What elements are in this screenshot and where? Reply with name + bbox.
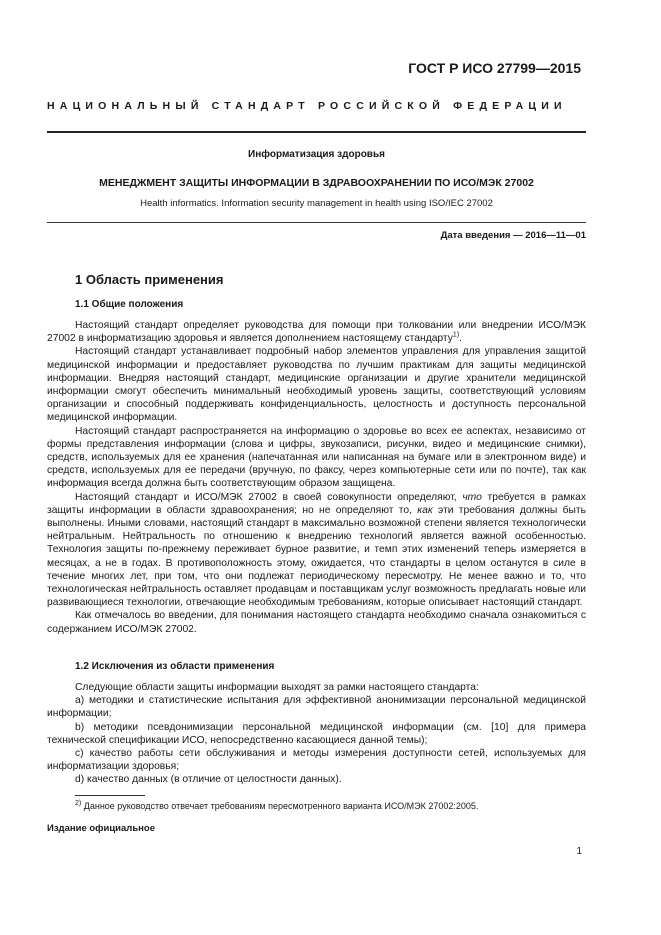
national-standard-banner: НАЦИОНАЛЬНЫЙ СТАНДАРТ РОССИЙСКОЙ ФЕДЕРАЦИИ xyxy=(47,100,567,112)
footnote: $^{2)}$ Данное руководство отвечает требованиям пересмотренного варианта ИСО/МЭК 27002:2005. xyxy=(75,800,479,811)
general-provisions-body xyxy=(47,319,586,636)
subsection-heading-exclusions: 1.2 Исключения из области применения xyxy=(75,661,275,672)
title-category: Информатизация здоровья xyxy=(248,149,385,160)
title-english: Health informatics. Information security management in health using ISO/IEC 27002 xyxy=(140,198,493,209)
document-code: ГОСТ Р ИСО 27799—2015 xyxy=(408,60,581,76)
list-item: c) качество работы сети обслуживания и методы измерения доступности сетей, используемых для информатизации здоровья; xyxy=(47,748,586,773)
paragraph: Настоящий стандарт устанавливает подробный набор элементов управления для управления защитой медицинской информации и предоставляет руководства по лучшим практикам для защиты медицинской информации. Внедряя настоящий стандарт, медицинские организации и другие хранители медицинской информации смогут обеспечить минимальный необходимый уровень защиты, соответствующий условиям организации и способный поддерживать конфиденциальность, целостность и доступность персональной медицинской информации. xyxy=(47,346,586,424)
paragraph: Настоящий стандарт и ИСО/МЭК 27002 в своей совокупности определяют, что требуется в рамках защиты информации в области здравоохранения; но не определяют то, как эти требования должны быть выполнены. Иными словами, настоящий стандарт в максимально возможной степени является технологически нейтральным. Нейтральность по отношению к внедрению технологий является важной особенностью. Технология защиты по-прежнему переживает бурное развитие, и темп этих изменений теперь измеряется в месяцах, а не в годах. В противоположность этому, ожидается, что стандарты в целом останутся в силе в течение многих лет, при том, что они подлежат периодическому пересмотру. Не менее важно и то, что технологическая нейтральность оставляет продавцам и поставщикам услуг возможность предлагать новые или развивающиеся технологии, отвечающие необходимым требованиям, которые описывает настоящий стандарт. xyxy=(47,491,586,609)
footnote-ref: 1) xyxy=(452,331,460,339)
list-item: a) методики и статистические испытания для эффективной анонимизации персональной медицинской информации; xyxy=(47,695,586,720)
page-number: 1 xyxy=(576,846,582,857)
list-item: d) качество данных (в отличие от целостности данных). xyxy=(75,774,342,786)
paragraph: Следующие области защиты информации выходят за рамки настоящего стандарта: xyxy=(75,682,479,693)
introduction-date: Дата введения — 2016—11—01 xyxy=(440,230,586,241)
paragraph: Настоящий стандарт определяет руководства для помощи при толковании или внедрении ИСО/МЭК 27002 в информатизацию здоровья и является дополнением настоящему стандарту$^{1)}$. xyxy=(47,320,586,345)
title-rule xyxy=(47,222,586,223)
section-heading: 1 Область применения xyxy=(75,272,224,287)
list-item: b) методики псевдонимизации персональной медицинской информации (см. [10] для примера технической спецификации ИСО, непосредственно касающиеся данной темы); xyxy=(47,721,586,746)
paragraph: Настоящий стандарт распространяется на информацию о здоровье во всех ее аспектах, независимо от формы представления информации (слова и цифры, звукозаписи, рисунки, видео и медицинские снимки), средств, используемых для ее хранения (напечатанная или написанная на бумаге или в электронном виде) и средств, используемых для ее передачи (вручную, по факсу, через компьютерные сети или по почте), так как информация всегда должна быть соответствующим образом защищена. xyxy=(47,425,586,490)
title-main: МЕНЕДЖМЕНТ ЗАЩИТЫ ИНФОРМАЦИИ В ЗДРАВООХРАНЕНИИ ПО ИСО/МЭК 27002 xyxy=(99,177,534,189)
exclusions-body xyxy=(47,681,586,787)
paragraph: Как отмечалось во введении, для понимания настоящего стандарта необходимо сначала ознакомиться с содержанием ИСО/МЭК 27002. xyxy=(47,610,586,635)
footnote-rule xyxy=(75,795,145,796)
subsection-heading-general: 1.1 Общие положения xyxy=(75,299,184,310)
edition-label: Издание официальное xyxy=(47,823,155,834)
header-rule xyxy=(47,131,586,133)
footnote-mark: 2) xyxy=(75,800,82,807)
